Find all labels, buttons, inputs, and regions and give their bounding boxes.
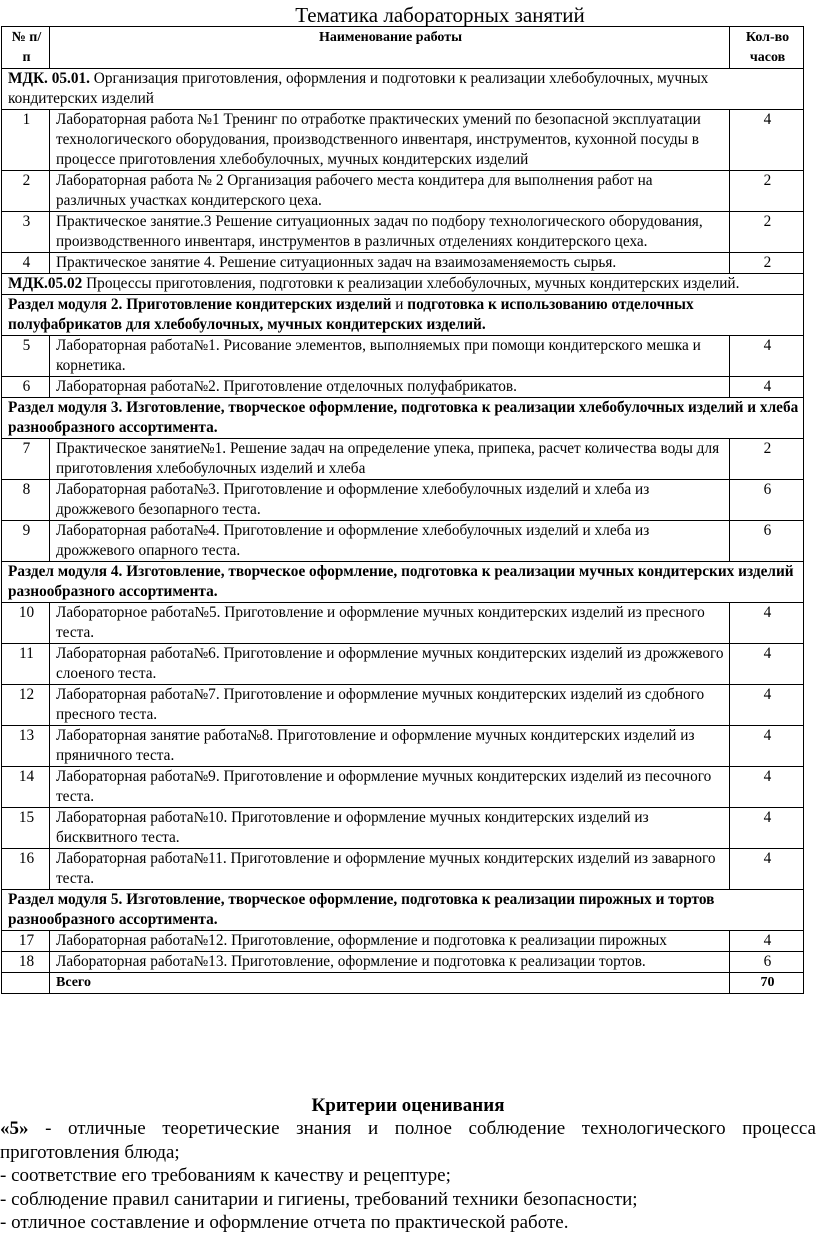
- criteria-block: [0, 1095, 816, 1235]
- row-number: 12: [2, 685, 50, 726]
- row-number: 14: [2, 767, 50, 808]
- total-hours: 70: [730, 973, 804, 994]
- section-row: [2, 890, 804, 931]
- row-name: Лабораторная работа № 2 Организация рабочего места кондитера для выполнения работ на различных участках кондитерского цеха.: [50, 171, 730, 212]
- table-row: [2, 212, 804, 253]
- section-text: Организация приготовления, оформления и подготовки к реализации хлебобулочных, мучных кондитерских изделий: [8, 70, 709, 107]
- table-row: [2, 336, 804, 377]
- section-bold-text: Раздел модуля 4. Изготовление, творческое оформление, подготовка к реализации мучных кондитерских изделий разнообразного ассортимента.: [8, 563, 794, 600]
- row-name: Лабораторная работа№4. Приготовление и оформление хлебобулочных изделий и хлеба из дрожжевого опарного теста.: [50, 521, 730, 562]
- table-row: [2, 603, 804, 644]
- section-bold-text: Раздел модуля 5. Изготовление, творческое оформление, подготовка к реализации пирожных и тортов разнообразного ассортимента.: [8, 891, 715, 928]
- row-name: Лабораторная работа№11. Приготовление и оформление мучных кондитерских изделий из заварного теста.: [50, 849, 730, 890]
- row-number: 4: [2, 253, 50, 274]
- section-bold-text: МДК.05.02: [8, 275, 83, 292]
- row-hours: 6: [730, 952, 804, 973]
- table-row: [2, 110, 804, 171]
- row-number: 16: [2, 849, 50, 890]
- row-name: Лабораторная работа№13. Приготовление, оформление и подготовка к реализации тортов.: [50, 952, 730, 973]
- row-name: Лабораторная работа№6. Приготовление и оформление мучных кондитерских изделий из дрожжевого слоеного теста.: [50, 644, 730, 685]
- table-row: [2, 171, 804, 212]
- row-name: Лабораторная работа№12. Приготовление, оформление и подготовка к реализации пирожных: [50, 931, 730, 952]
- row-hours: 4: [730, 767, 804, 808]
- section-title: [2, 890, 804, 931]
- row-name: Практическое занятие.3 Решение ситуационных задач по подбору технологического оборудования, производственного инвентаря, инструментов в различных отделениях кондитерского цеха.: [50, 212, 730, 253]
- row-number: 10: [2, 603, 50, 644]
- header-hours: Кол-во часов: [730, 27, 804, 69]
- section-title: [2, 398, 804, 439]
- row-hours: 2: [730, 212, 804, 253]
- header-name: Наименование работы: [50, 27, 730, 69]
- table-row: [2, 952, 804, 973]
- criteria-text: - отличные теоретические знания и полное соблюдение технологического процесса приготовления блюда;: [0, 1118, 816, 1163]
- row-name: Лабораторная занятие работа№8. Приготовление и оформление мучных кондитерских изделий из пряничного теста.: [50, 726, 730, 767]
- row-name: Лабораторная работа №1 Тренинг по отработке практических умений по безопасной эксплуатации технологического оборудования, производственного инвентаря, инструментов, кухонной посуды в процессе приготовления хлебобулочных, мучных кондитерских изделий: [50, 110, 730, 171]
- criteria-line: - отличное составление и оформление отчета по практической работе.: [0, 1212, 569, 1233]
- section-bold-text: Раздел модуля 2. Приготовление кондитерских изделий: [8, 296, 392, 313]
- criteria-line: - соблюдение правил санитарии и гигиены, требований техники безопасности;: [0, 1188, 638, 1210]
- table-row: [2, 377, 804, 398]
- row-hours: 4: [730, 849, 804, 890]
- row-name: Лабораторная работа№1. Рисование элементов, выполняемых при помощи кондитерского мешка и корнетика.: [50, 336, 730, 377]
- criteria-line: - соответствие его требованиям к качеству и рецептуре;: [0, 1165, 451, 1186]
- section-text: и: [391, 296, 408, 313]
- row-hours: 2: [730, 439, 804, 480]
- total-label: Всего: [50, 973, 730, 994]
- row-hours: 4: [730, 726, 804, 767]
- row-name: Практическое занятие№1. Решение задач на определение упека, припека, расчет количества воды для приготовления хлебобулочных изделий и хлеба: [50, 439, 730, 480]
- table-row: [2, 849, 804, 890]
- table-row: [2, 767, 804, 808]
- row-hours: 4: [730, 644, 804, 685]
- row-number: 8: [2, 480, 50, 521]
- row-number: 3: [2, 212, 50, 253]
- table-row: [2, 931, 804, 952]
- row-hours: 4: [730, 110, 804, 171]
- row-number: 9: [2, 521, 50, 562]
- section-row: [2, 69, 804, 110]
- row-name: Лабораторная работа№2. Приготовление отделочных полуфабрикатов.: [50, 377, 730, 398]
- row-hours: 4: [730, 685, 804, 726]
- table-row: [2, 726, 804, 767]
- section-row: [2, 398, 804, 439]
- section-row: [2, 274, 804, 295]
- row-hours: 4: [730, 603, 804, 644]
- section-bold-text: Раздел модуля 3. Изготовление, творческое оформление, подготовка к реализации хлебобулочных изделий и хлеба разнообразного ассортимента.: [8, 399, 799, 436]
- row-number: 5: [2, 336, 50, 377]
- header-num: № п/п: [2, 27, 50, 69]
- row-name: Лабораторное работа№5. Приготовление и оформление мучных кондитерских изделий из пресного теста.: [50, 603, 730, 644]
- row-number: 11: [2, 644, 50, 685]
- row-name: Практическое занятие 4. Решение ситуационных задач на взаимозаменяемость сырья.: [50, 253, 730, 274]
- row-hours: 6: [730, 480, 804, 521]
- row-number: 7: [2, 439, 50, 480]
- row-name: Лабораторная работа№10. Приготовление и оформление мучных кондитерских изделий из бисквитного теста.: [50, 808, 730, 849]
- section-title: [2, 274, 804, 295]
- row-number: 15: [2, 808, 50, 849]
- row-hours: 2: [730, 253, 804, 274]
- table-row: [2, 521, 804, 562]
- row-number: 13: [2, 726, 50, 767]
- section-title: [2, 562, 804, 603]
- row-hours: 4: [730, 808, 804, 849]
- row-number: 2: [2, 171, 50, 212]
- row-hours: 4: [730, 336, 804, 377]
- section-bold-text: подготовка к использованию отделочных полуфабрикатов для хлебобулочных, мучных кондитерских изделий.: [8, 296, 694, 333]
- table-row: [2, 808, 804, 849]
- section-row: [2, 295, 804, 336]
- grade-label: «5»: [0, 1118, 29, 1139]
- section-row: [2, 562, 804, 603]
- table-row: [2, 439, 804, 480]
- table-row: [2, 480, 804, 521]
- total-row: [2, 973, 804, 994]
- row-name: Лабораторная работа№7. Приготовление и оформление мучных кондитерских изделий из сдобного пресного теста.: [50, 685, 730, 726]
- row-name: Лабораторная работа№3. Приготовление и оформление хлебобулочных изделий и хлеба из дрожжевого безопарного теста.: [50, 480, 730, 521]
- table-row: [2, 253, 804, 274]
- section-bold-text: МДК. 05.01.: [8, 70, 90, 87]
- section-title: [2, 69, 804, 110]
- criteria-line: [0, 1117, 816, 1164]
- row-number: 6: [2, 377, 50, 398]
- section-text: Процессы приготовления, подготовки к реализации хлебобулочных, мучных кондитерских изделий.: [82, 275, 740, 292]
- criteria-heading: Критерии оценивания: [311, 1095, 505, 1116]
- row-number: 18: [2, 952, 50, 973]
- row-hours: 2: [730, 171, 804, 212]
- row-hours: 4: [730, 377, 804, 398]
- section-title: [2, 295, 804, 336]
- row-hours: 6: [730, 521, 804, 562]
- table-header-row: [2, 27, 804, 69]
- row-number: 1: [2, 110, 50, 171]
- table-row: [2, 644, 804, 685]
- row-hours: 4: [730, 931, 804, 952]
- page-title: Тематика лабораторных занятий: [295, 3, 585, 27]
- table-row: [2, 685, 804, 726]
- row-name: Лабораторная работа№9. Приготовление и оформление мучных кондитерских изделий из песочного теста.: [50, 767, 730, 808]
- row-number: 17: [2, 931, 50, 952]
- table-body: [2, 69, 804, 973]
- lab-topics-table: [1, 26, 804, 994]
